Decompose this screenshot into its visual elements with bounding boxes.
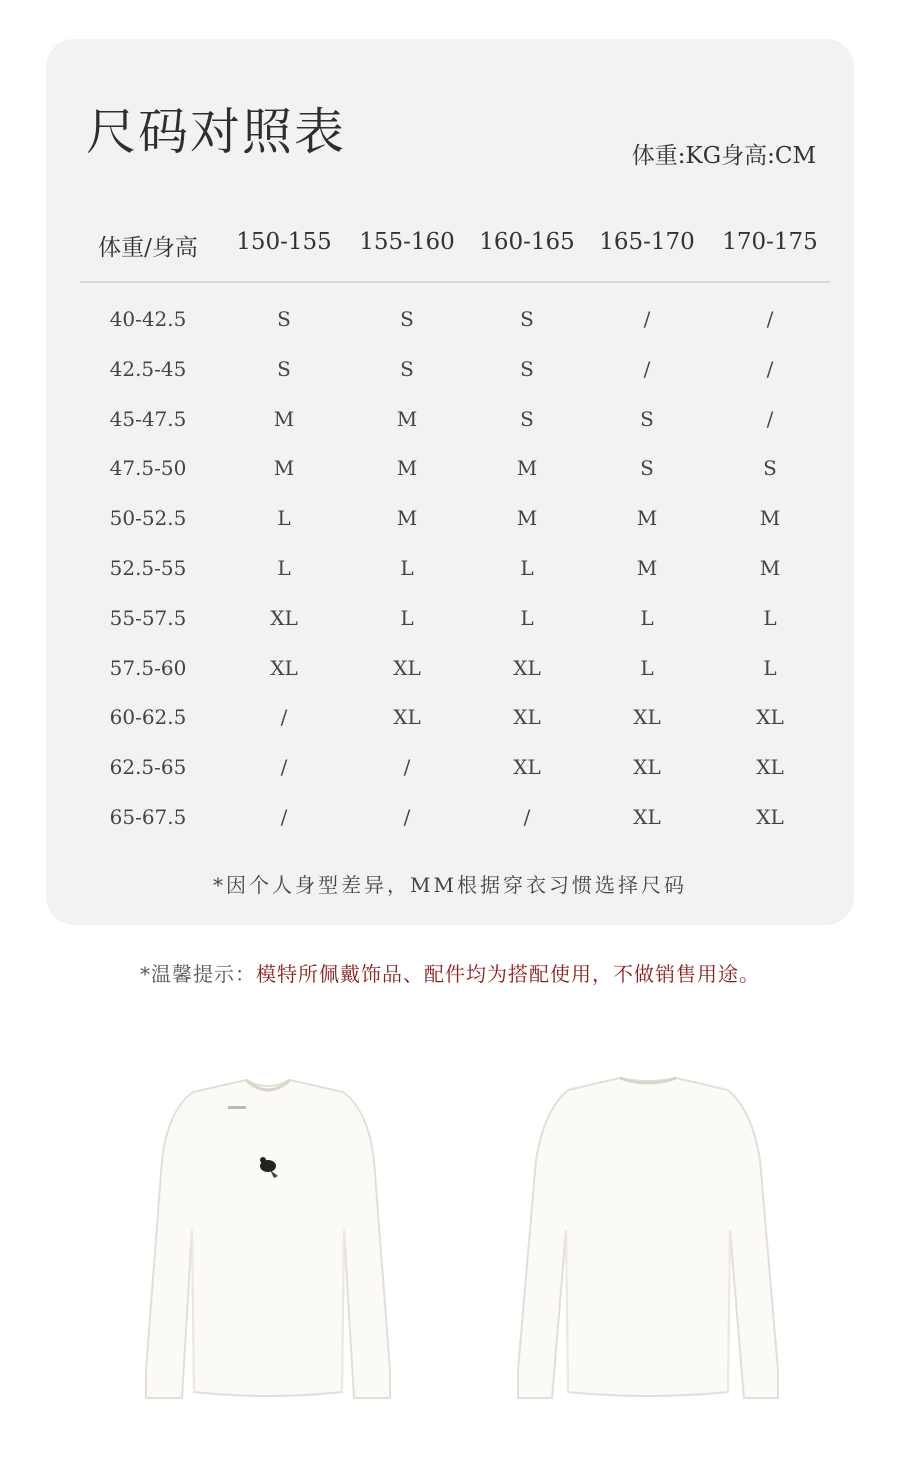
size-cell: M — [759, 506, 781, 531]
fit-note: *因个人身型差异，MM根据穿衣习惯选择尺码 — [213, 873, 687, 897]
size-cell: XL — [513, 755, 541, 780]
weight-range: 42.5-45 — [109, 356, 187, 381]
shirt-back-icon — [498, 1070, 798, 1410]
size-cell: XL — [393, 705, 421, 730]
weight-range: 45-47.5 — [109, 406, 187, 431]
header-height-2: 155-160 — [359, 229, 455, 255]
table-row — [80, 307, 830, 337]
size-cell: XL — [393, 655, 421, 680]
size-cell: L — [763, 655, 777, 680]
size-cell: XL — [633, 705, 661, 730]
size-cell: M — [516, 456, 538, 481]
size-cell: S — [277, 356, 291, 381]
size-cell: L — [277, 556, 291, 580]
size-cell: / — [280, 705, 288, 730]
size-cell: L — [763, 605, 777, 630]
size-cell: S — [763, 456, 777, 481]
size-cell: M — [273, 456, 295, 481]
shirt-back-image — [498, 1070, 798, 1410]
size-cell: XL — [756, 705, 784, 730]
size-cell: L — [640, 605, 654, 630]
table-row — [80, 407, 830, 437]
size-cell: XL — [513, 655, 541, 680]
size-cell: S — [400, 356, 414, 381]
size-cell: S — [277, 307, 291, 331]
table-row — [80, 506, 830, 536]
units-label: 体重:KG身高:CM — [631, 143, 816, 169]
size-cell: S — [400, 307, 414, 331]
size-cell: S — [520, 356, 534, 381]
size-cell: L — [400, 556, 414, 580]
size-cell: S — [640, 456, 654, 481]
tip-lead: *温馨提示： — [140, 962, 256, 986]
size-cell: M — [396, 456, 418, 481]
size-cell: / — [643, 356, 651, 381]
weight-range: 62.5-65 — [109, 755, 187, 780]
header-height-3: 160-165 — [479, 229, 575, 255]
size-cell: / — [280, 805, 288, 829]
size-cell: XL — [270, 605, 298, 630]
size-cell: XL — [513, 705, 541, 730]
weight-range: 60-62.5 — [109, 705, 187, 730]
header-divider — [80, 281, 830, 283]
size-cell: M — [516, 506, 538, 531]
table-row — [80, 805, 830, 835]
table-row — [80, 705, 830, 735]
header-corner: 体重/身高 — [98, 235, 198, 261]
size-cell: M — [396, 406, 418, 431]
weight-range: 47.5-50 — [109, 456, 187, 481]
table-row — [80, 556, 830, 586]
size-cell: XL — [270, 655, 298, 680]
size-cell: M — [636, 506, 658, 531]
size-cell: L — [520, 556, 534, 580]
weight-range: 50-52.5 — [109, 506, 187, 531]
size-cell: XL — [633, 755, 661, 780]
header-height-1: 150-155 — [236, 229, 332, 255]
weight-range: 57.5-60 — [109, 655, 187, 680]
size-cell: / — [766, 406, 774, 431]
size-cell: M — [759, 556, 781, 580]
weight-range: 55-57.5 — [109, 605, 187, 630]
size-chart-card — [46, 39, 854, 925]
table-row — [80, 357, 830, 387]
page-title: 尺码对照表 — [86, 103, 346, 161]
size-cell: M — [396, 506, 418, 531]
size-cell: / — [280, 755, 288, 780]
table-row — [80, 656, 830, 686]
size-cell: L — [400, 605, 414, 630]
size-cell: / — [523, 805, 531, 829]
size-cell: XL — [633, 805, 661, 829]
header-height-4: 165-170 — [599, 229, 695, 255]
table-row — [80, 456, 830, 486]
header-height-5: 170-175 — [722, 229, 818, 255]
weight-range: 52.5-55 — [109, 556, 187, 580]
size-cell: S — [520, 406, 534, 431]
shirt-front-icon — [118, 1070, 418, 1410]
size-cell: XL — [756, 755, 784, 780]
size-cell: XL — [756, 805, 784, 829]
size-cell: L — [640, 655, 654, 680]
size-cell: L — [520, 605, 534, 630]
warm-tip — [0, 958, 900, 987]
size-cell: / — [766, 307, 774, 331]
size-cell: L — [277, 506, 291, 531]
size-cell: / — [766, 356, 774, 381]
size-cell: M — [273, 406, 295, 431]
size-cell: M — [636, 556, 658, 580]
size-cell: / — [643, 307, 651, 331]
size-cell: / — [403, 755, 411, 780]
size-cell: S — [640, 406, 654, 431]
table-row — [80, 755, 830, 785]
shirt-front-image — [118, 1070, 418, 1410]
table-row — [80, 606, 830, 636]
table-header — [80, 229, 830, 273]
weight-range: 40-42.5 — [109, 307, 187, 331]
size-cell: / — [403, 805, 411, 829]
size-cell: S — [520, 307, 534, 331]
tip-text: 模特所佩戴饰品、配件均为搭配使用，不做销售用途。 — [256, 962, 760, 986]
weight-range: 65-67.5 — [109, 805, 187, 829]
